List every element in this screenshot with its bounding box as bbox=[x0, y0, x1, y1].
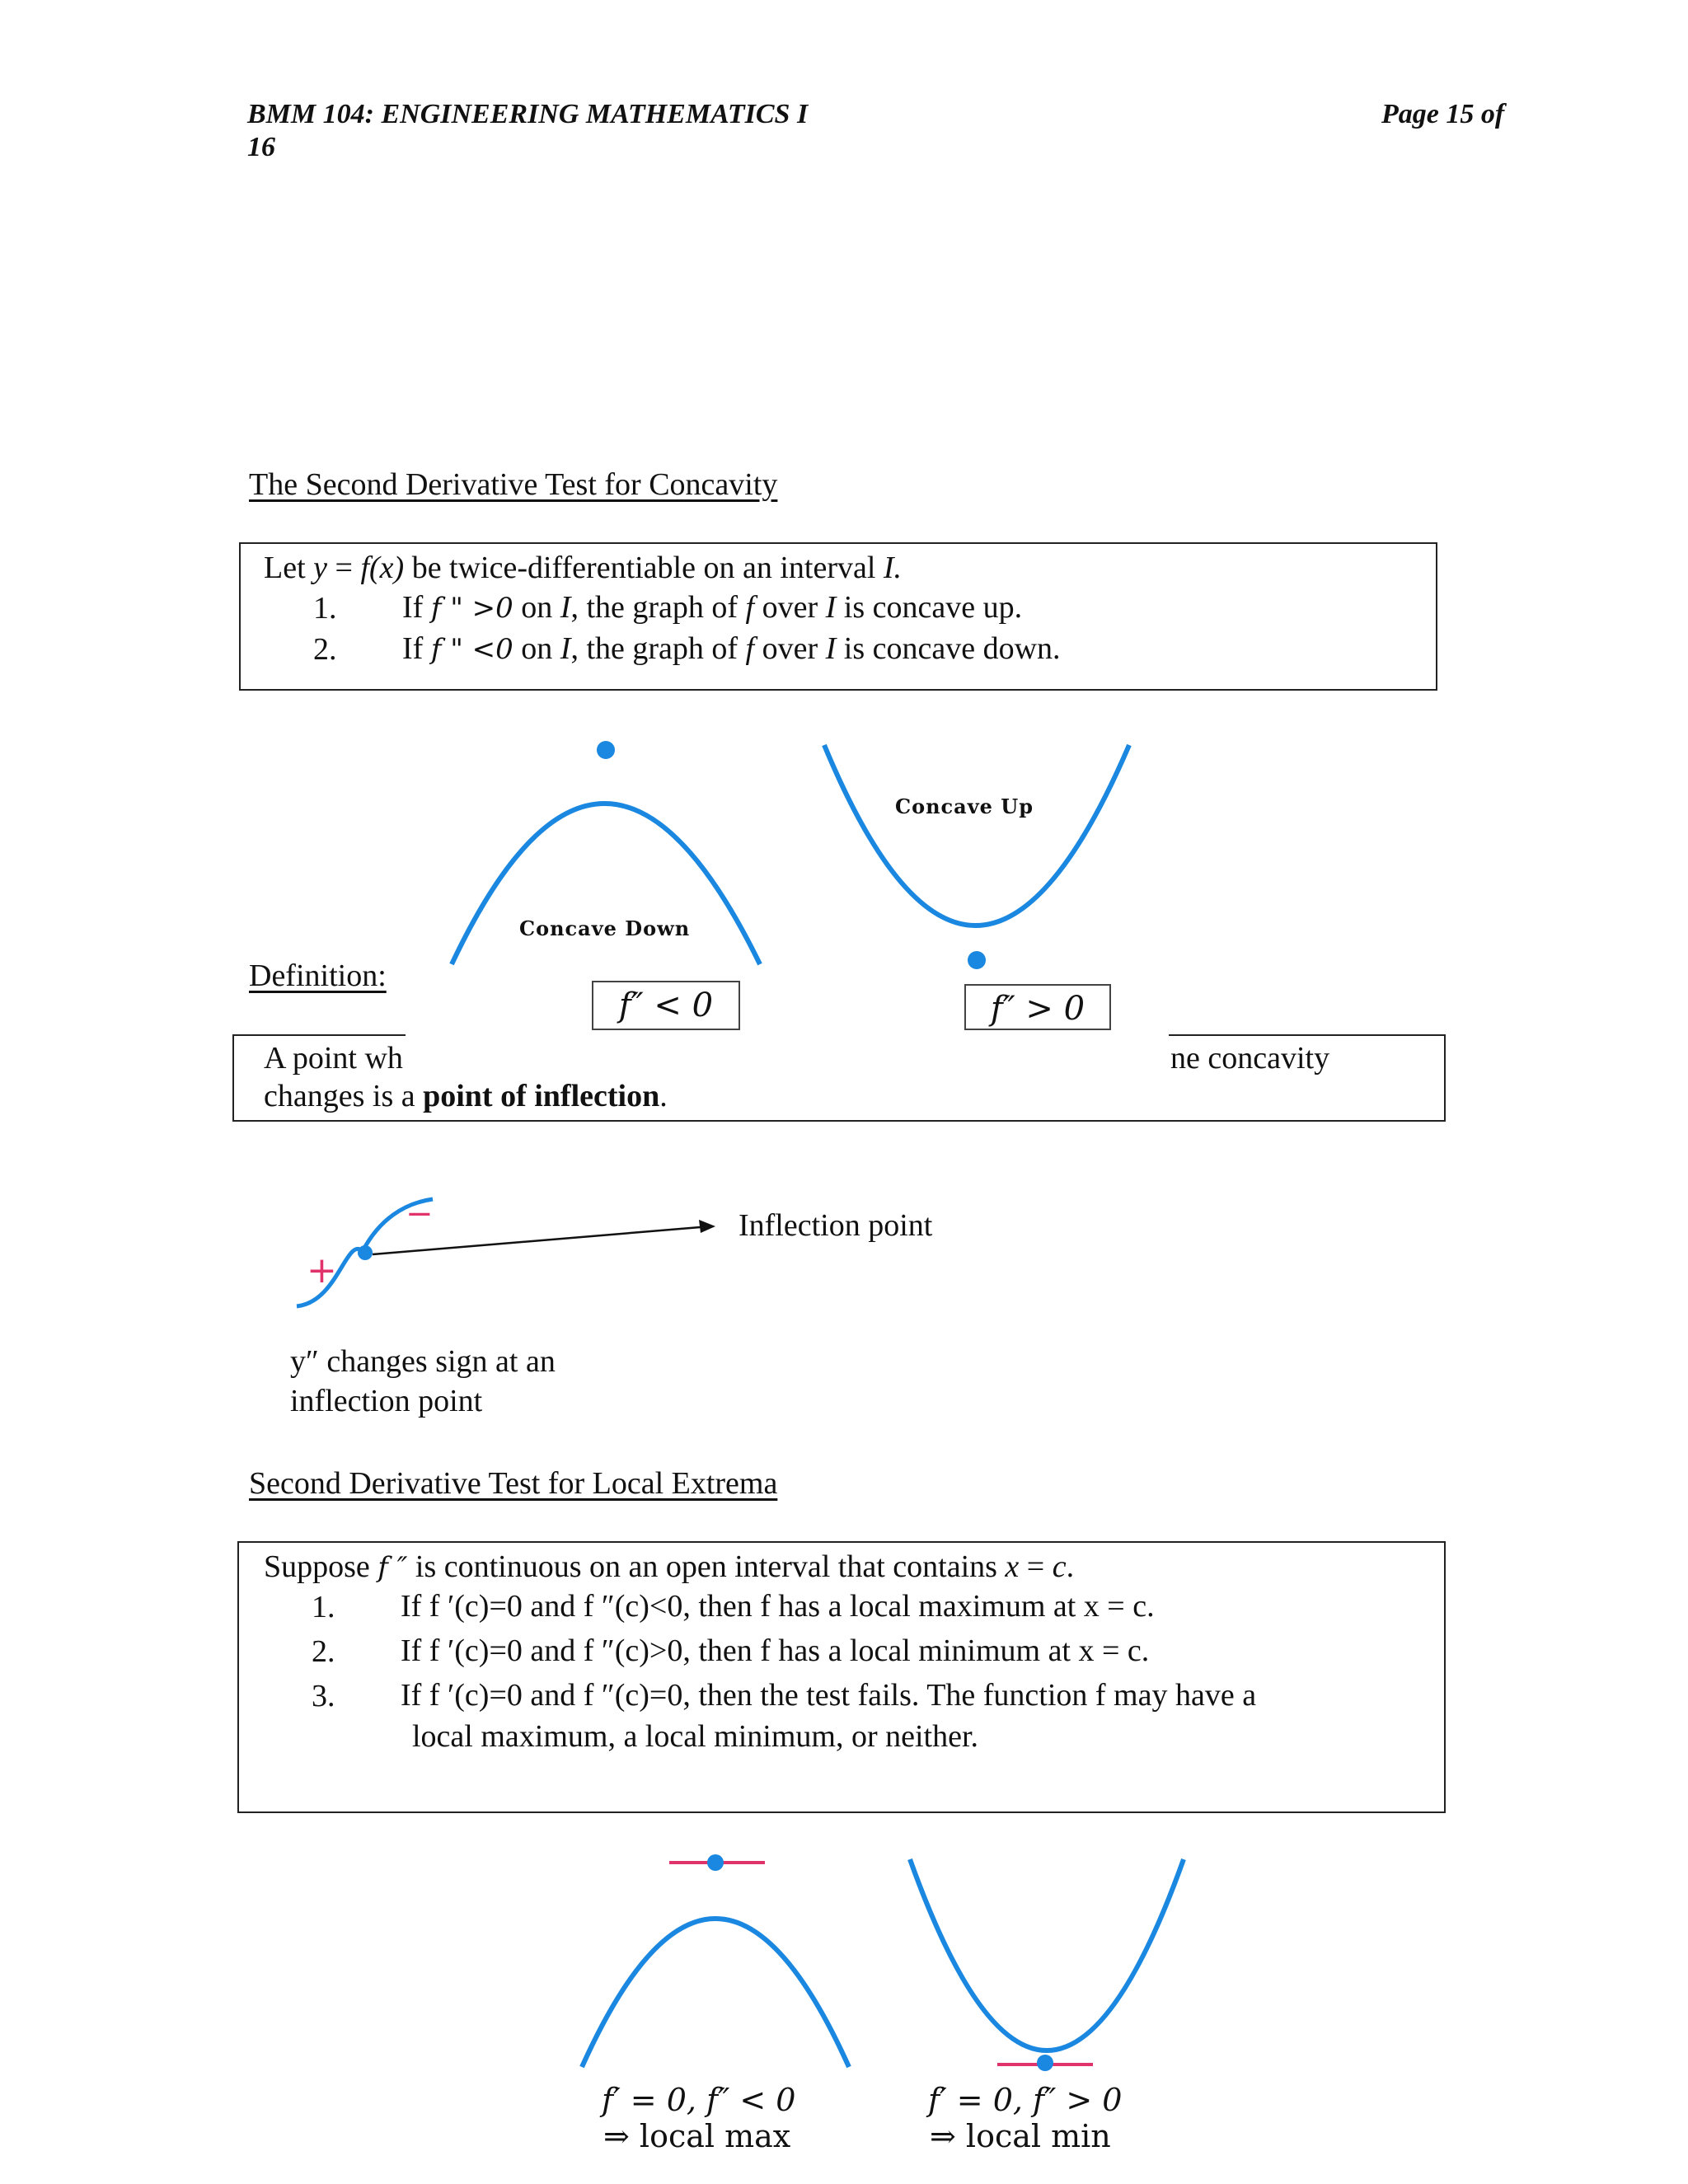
course-title: BMM 104: ENGINEERING MATHEMATICS I bbox=[247, 99, 809, 129]
section-heading-concavity: The Second Derivative Test for Concavity bbox=[249, 467, 778, 502]
local-max-condition: f′ = 0, f″ < 0 bbox=[602, 2082, 796, 2118]
local-max-result: ⇒ local max bbox=[603, 2118, 791, 2154]
extrema-theorem-box bbox=[237, 1541, 1446, 1813]
inflection-caption-line-2: inflection point bbox=[290, 1384, 483, 1418]
formula-f-double-prime-positive: f″ > 0 bbox=[964, 984, 1111, 1030]
extrema-item-3-continued: local maximum, a local minimum, or neither. bbox=[412, 1719, 979, 1754]
section-heading-extrema: Second Derivative Test for Local Extrema bbox=[249, 1466, 778, 1501]
concave-down-max-point bbox=[597, 741, 615, 759]
extrema-item-2: If f ′(c)=0 and f ″(c)>0, then f has a local minimum at x = c. bbox=[401, 1633, 1150, 1668]
inflection-arrow-head bbox=[699, 1220, 715, 1233]
concavity-item-1: If f " >0 on I, the graph of f over I is concave up. bbox=[402, 590, 1023, 625]
plus-sign: + bbox=[307, 1249, 337, 1291]
local-max-point bbox=[707, 1854, 724, 1871]
minus-sign: − bbox=[406, 1195, 434, 1233]
local-min-condition: f′ = 0, f″ > 0 bbox=[928, 2082, 1123, 2118]
concave-down-label: Concave Down bbox=[519, 916, 691, 940]
concavity-figure bbox=[406, 725, 1169, 1038]
local-min-point bbox=[1037, 2055, 1053, 2071]
item-number: 1. bbox=[312, 1590, 335, 1624]
extrema-figure bbox=[569, 1846, 1212, 2176]
page-number: Page 15 of bbox=[1381, 99, 1505, 129]
inflection-point-dot bbox=[358, 1245, 373, 1260]
local-min-curve bbox=[910, 1859, 1184, 2050]
item-number: 2. bbox=[313, 632, 337, 667]
concavity-item-2: If f " <0 on I, the graph of f over I is concave down. bbox=[402, 631, 1061, 666]
definition-box bbox=[232, 1034, 1446, 1122]
inflection-caption-line-1: y″ changes sign at an bbox=[290, 1344, 556, 1379]
extrema-item-1: If f ′(c)=0 and f ″(c)<0, then f has a local maximum at x = c. bbox=[401, 1589, 1155, 1624]
extrema-intro: Suppose f ″ is continuous on an open interval that contains x = c. bbox=[264, 1549, 1075, 1584]
definition-line-1-left: A point wh bbox=[264, 1041, 403, 1076]
definition-line-1-right: ne concavity bbox=[1170, 1041, 1330, 1076]
concave-up-min-point bbox=[968, 951, 986, 969]
inflection-caption bbox=[290, 1342, 556, 1421]
local-min-caption bbox=[928, 2082, 1122, 2154]
definition-line-2: changes is a point of inflection. bbox=[264, 1079, 668, 1113]
definition-label: Definition: bbox=[249, 958, 387, 993]
extrema-diagram bbox=[569, 1846, 1212, 2077]
inflection-figure bbox=[280, 1187, 989, 1335]
local-max-caption bbox=[602, 2082, 795, 2154]
inflection-point-label: Inflection point bbox=[738, 1208, 933, 1243]
page-total: 16 bbox=[247, 132, 275, 162]
item-number: 2. bbox=[312, 1634, 335, 1669]
concavity-theorem-box bbox=[239, 542, 1437, 691]
formula-f-double-prime-negative: f″ < 0 bbox=[592, 981, 740, 1030]
item-number: 3. bbox=[312, 1679, 335, 1713]
concave-up-label: Concave Up bbox=[895, 794, 1034, 818]
extrema-item-3: If f ′(c)=0 and f ″(c)=0, then the test fails. The function f may have a bbox=[401, 1678, 1257, 1713]
item-number: 1. bbox=[313, 591, 337, 626]
concave-up-curve bbox=[824, 745, 1129, 926]
local-min-result: ⇒ local min bbox=[930, 2118, 1111, 2154]
theorem-intro: Let y = f(x) be twice-differentiable on an interval I. bbox=[264, 551, 903, 585]
local-max-curve bbox=[582, 1919, 849, 2067]
